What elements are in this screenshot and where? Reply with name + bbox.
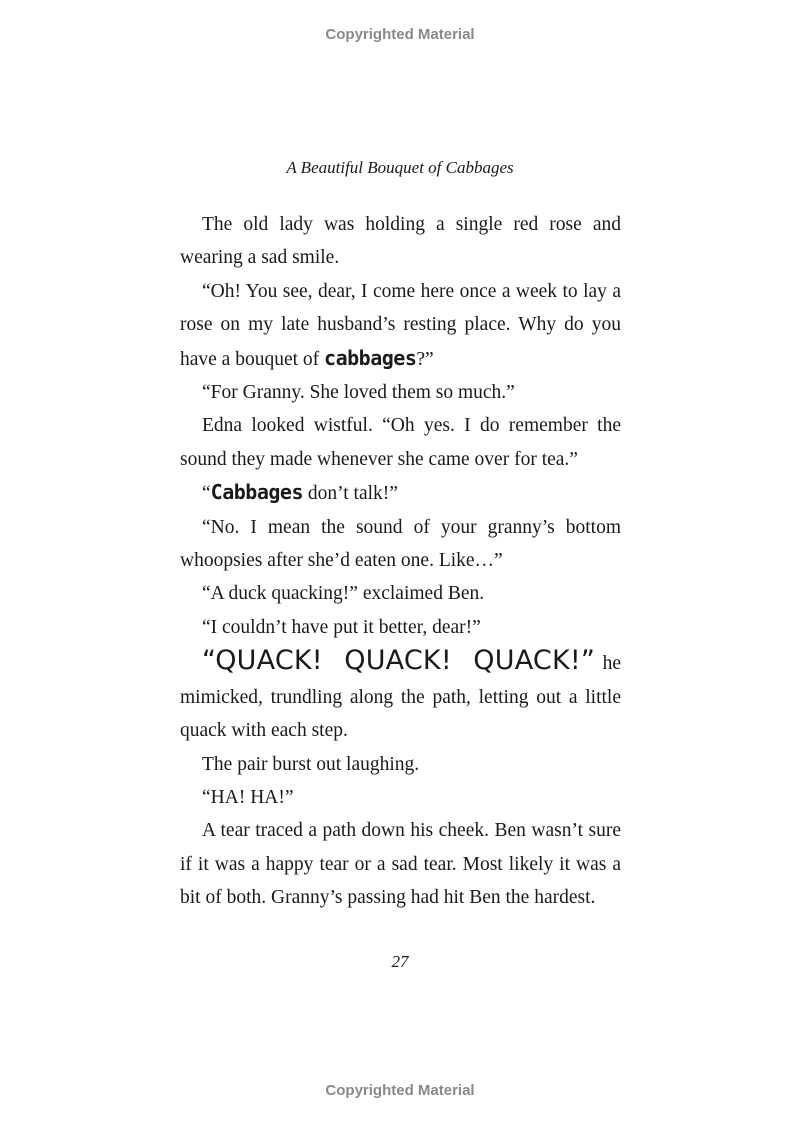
- paragraph-7: “A duck quacking!” exclaimed Ben.: [202, 583, 485, 605]
- stylized-word-cabbages-capitalized: Cabbages: [210, 480, 303, 505]
- paragraph-5-text: don’t talk!”: [302, 483, 398, 505]
- paragraph-6: “No. I mean the sound of your granny’s bottom whoopsies after she’d eaten one. Like…”: [180, 516, 621, 572]
- paragraph-5-open-quote: “: [202, 483, 211, 505]
- shouted-quack-text: “QUACK! QUACK! QUACK!”: [202, 645, 596, 677]
- stylized-word-cabbages: cabbages: [324, 345, 417, 370]
- copyright-watermark-top: Copyrighted Material: [325, 26, 475, 43]
- paragraph-9: [180, 644, 621, 747]
- chapter-running-head: A Beautiful Bouquet of Cabbages: [286, 158, 514, 177]
- paragraph-2-end: ?”: [416, 348, 434, 370]
- page-number: 27: [391, 952, 409, 971]
- body-text: [180, 208, 621, 915]
- paragraph-9-text: he mimicked, trundling along the path, letting out a little quack with each step.: [180, 653, 621, 742]
- paragraph-3: “For Granny. She loved them so much.”: [202, 382, 515, 404]
- paragraph-11: “HA! HA!”: [202, 786, 294, 808]
- paragraph-2-text: “Oh! You see, dear, I come here once a week to lay a rose on my late husband’s resting place. Why do you have a bouquet of: [180, 280, 621, 370]
- paragraph-10: The pair burst out laughing.: [202, 753, 420, 775]
- paragraph-8: “I couldn’t have put it better, dear!”: [202, 616, 481, 638]
- paragraph-1: The old lady was holding a single red rose and wearing a sad smile.: [180, 214, 621, 269]
- paragraph-2: [180, 275, 621, 376]
- paragraph-4: Edna looked wistful. “Oh yes. I do remember the sound they made whenever she came over for tea.”: [180, 415, 621, 470]
- copyright-watermark-bottom: Copyrighted Material: [325, 1082, 475, 1099]
- paragraph-5: [180, 476, 621, 510]
- paragraph-12: A tear traced a path down his cheek. Ben wasn’t sure if it was a happy tear or a sad tear. Most likely it was a bit of both. Granny’s passing had hit Ben the hardest.: [180, 820, 621, 909]
